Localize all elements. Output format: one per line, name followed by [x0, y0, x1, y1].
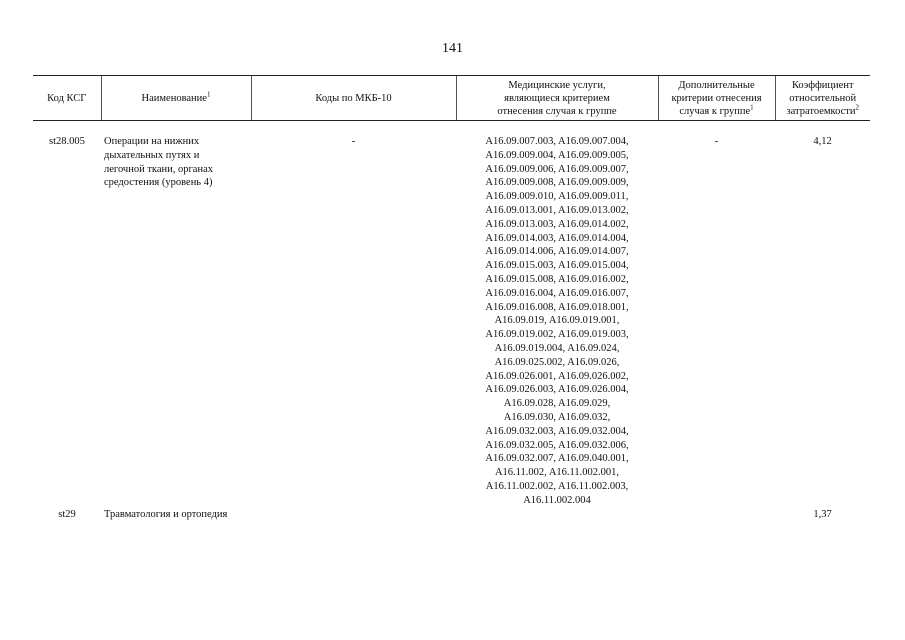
cell-mkb: -: [351, 136, 356, 147]
page-number: 141: [442, 41, 463, 56]
cell-line: A16.09.007.003, A16.09.007.004,: [485, 136, 629, 147]
cell-coef: 4,12: [813, 136, 832, 147]
cell-line: A16.09.009.006, A16.09.009.007,: [485, 163, 629, 175]
table-row: [33, 508, 870, 522]
cell-line: A16.09.032.007, A16.09.040.001,: [485, 453, 629, 465]
cell-line: легочной ткани, органах: [104, 163, 213, 175]
cell-line: A16.09.015.008, A16.09.016.002,: [485, 273, 629, 285]
cell-line: A16.09.026.001, A16.09.026.002,: [485, 370, 629, 382]
cell-line: A16.09.014.006, A16.09.014.007,: [485, 246, 629, 258]
header-mkb: Коды по МКБ-10: [251, 76, 456, 121]
cell-line: A16.11.002.004: [523, 494, 591, 506]
header-coef-line-last: [779, 105, 868, 118]
header-code: Код КСГ: [33, 76, 101, 121]
cell-name: [101, 135, 251, 508]
header-services: [456, 76, 658, 121]
cell-line: A16.11.002.002, A16.11.002.003,: [485, 480, 629, 492]
header-services-line: Медицинские услуги,: [508, 79, 606, 91]
cell-line: A16.09.025.002, A16.09.026,: [494, 356, 620, 368]
cell-line: A16.09.016.008, A16.09.018.001,: [485, 301, 629, 313]
header-coef-last-text: затратоемкости: [786, 105, 856, 117]
table-header-row: [33, 76, 870, 121]
cell-line: A16.09.015.003, A16.09.015.004,: [485, 260, 629, 272]
header-criteria-footnote: 1: [750, 103, 754, 111]
header-coef-footnote: 2: [855, 103, 859, 111]
header-criteria-line: критерии отнесения: [671, 92, 762, 104]
cell-line: A16.11.002, A16.11.002.001,: [494, 467, 620, 479]
cell-line: A16.09.032.003, A16.09.032.004,: [485, 425, 629, 437]
cell-services: [456, 135, 658, 508]
table-row: [33, 135, 870, 508]
cell-line: A16.09.030, A16.09.032,: [503, 411, 611, 423]
cell-mkb: [251, 508, 456, 522]
cell-code: st28.005: [49, 136, 85, 147]
cell-line: A16.09.019.002, A16.09.019.003,: [485, 329, 629, 341]
cell-line: A16.09.019, A16.09.019.001,: [494, 315, 620, 327]
cell-line: дыхательных путях и: [104, 149, 200, 161]
cell-line: A16.09.028, A16.09.029,: [503, 398, 611, 410]
cell-line: A16.09.032.005, A16.09.032.006,: [485, 439, 629, 451]
cell-line: A16.09.009.004, A16.09.009.005,: [485, 149, 629, 161]
cell-coef: 1,37: [813, 508, 832, 520]
header-criteria-line: Дополнительные: [678, 79, 755, 91]
cell-line: A16.09.009.010, A16.09.009.011,: [485, 191, 629, 203]
cell-line: A16.09.013.001, A16.09.013.002,: [485, 204, 629, 216]
cell-name: [101, 508, 251, 522]
cell-line: средостения (уровень 4): [104, 177, 213, 189]
header-name-footnote: 1: [206, 90, 211, 98]
cell-line: A16.09.019.004, A16.09.024,: [494, 342, 620, 354]
table-spacer: [33, 121, 870, 136]
header-name: [101, 76, 251, 121]
cell-line: A16.09.016.004, A16.09.016.007,: [485, 287, 629, 299]
header-coef: [775, 76, 870, 121]
header-name-text: Наименование: [141, 92, 207, 104]
header-services-line: являющиеся критерием: [504, 92, 610, 104]
header-services-line: отнесения случая к группе: [497, 105, 617, 117]
cell-line: A16.09.026.003, A16.09.026.004,: [485, 384, 629, 396]
cell-line: Травматология и ортопедия: [104, 508, 228, 520]
header-coef-line: относительной: [789, 92, 857, 104]
header-coef-line: Коэффициент: [791, 79, 854, 91]
cell-criteria: [658, 508, 775, 522]
header-criteria: [658, 76, 775, 121]
ksg-table: [33, 75, 870, 521]
cell-code: st29: [58, 508, 76, 520]
cell-line: A16.09.009.008, A16.09.009.009,: [485, 177, 629, 189]
cell-line: A16.09.014.003, A16.09.014.004,: [485, 232, 629, 244]
cell-line: A16.09.013.003, A16.09.014.002,: [485, 218, 629, 230]
cell-criteria: -: [714, 136, 719, 147]
cell-services: [456, 508, 658, 522]
header-criteria-line-last: [662, 105, 772, 118]
cell-line: Операции на нижних: [104, 136, 200, 147]
header-criteria-last-text: случая к группе: [679, 105, 751, 117]
